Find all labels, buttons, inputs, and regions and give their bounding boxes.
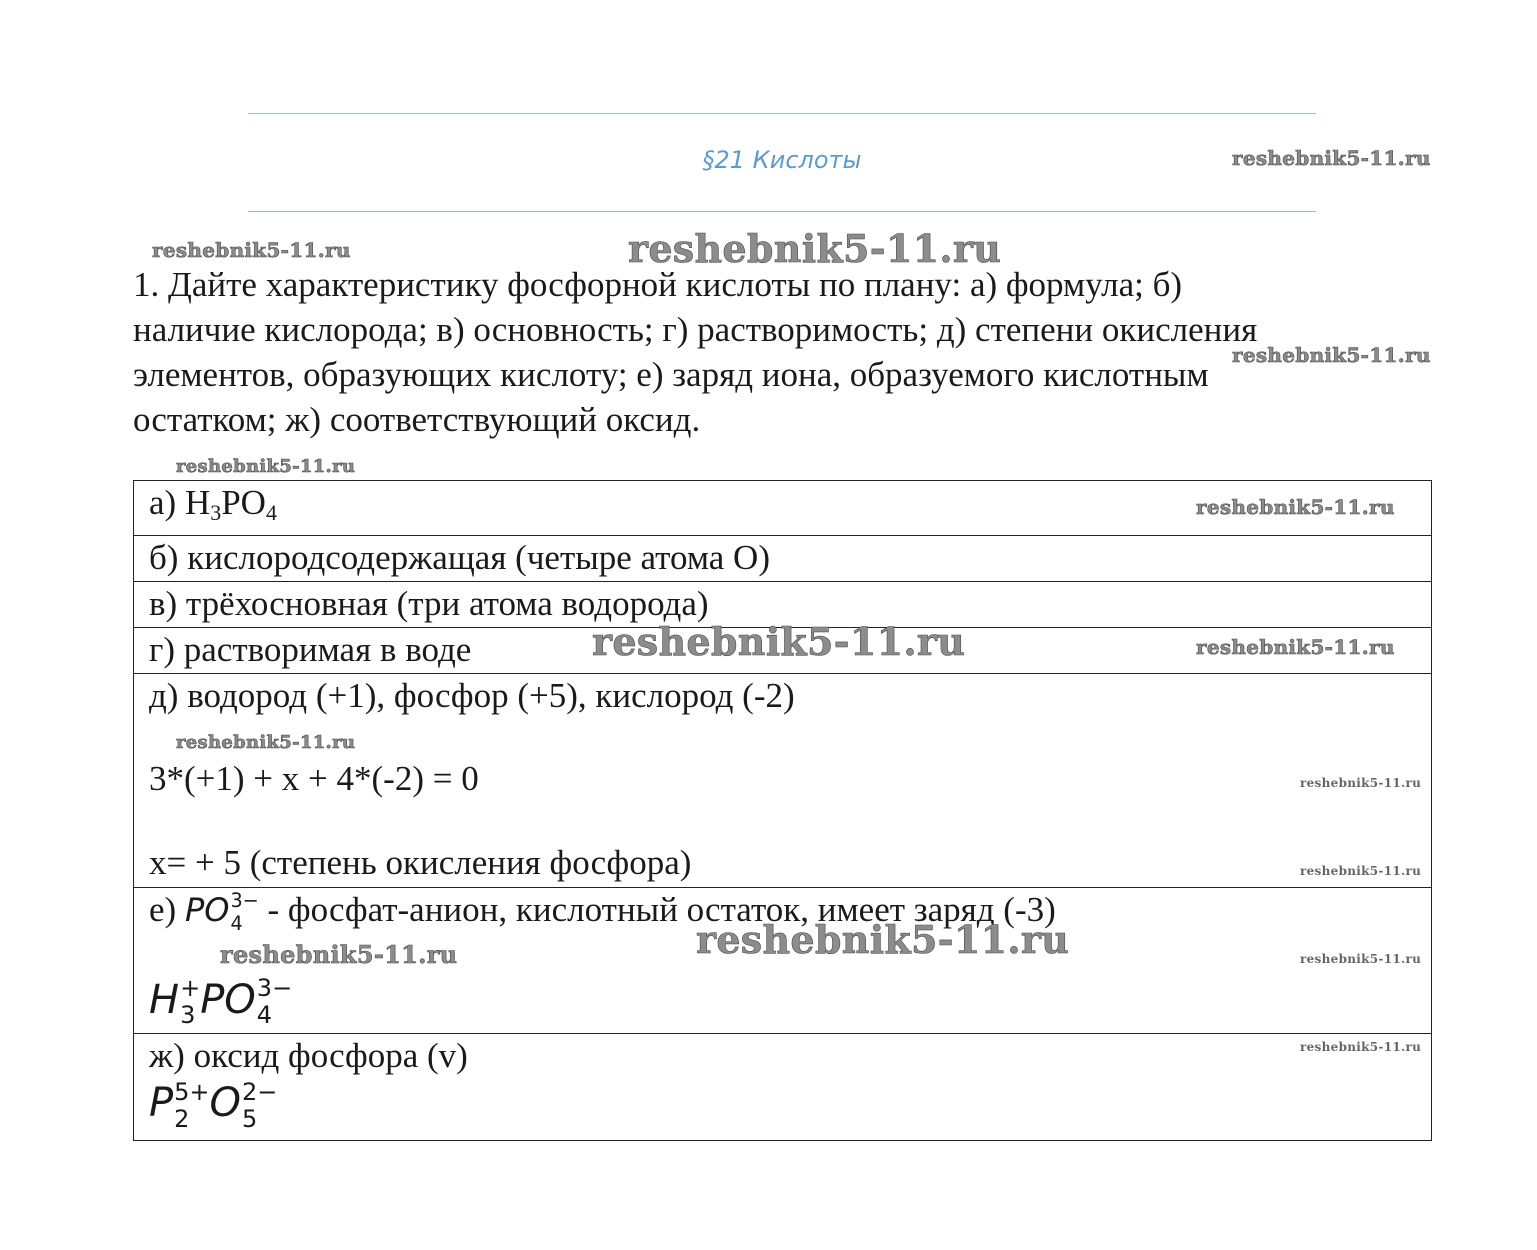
watermark: reshebnik5-11.ru [592, 619, 966, 664]
watermark: reshebnik5-11.ru [628, 226, 1002, 271]
phosphorus-oxide-formula: P 5+ 2 O 2− 5 [149, 1077, 278, 1133]
watermark: reshebnik5-11.ru [1196, 495, 1395, 519]
task-statement [133, 262, 1403, 442]
task-line: 1. Дайте характеристику фосфорной кислоты по плану: а) формула; б) [133, 265, 1183, 304]
section-title: §21 Кислоты [702, 146, 862, 174]
answer-text: д) водород (+1), фосфор (+5), кислород (-2) [149, 676, 795, 715]
watermark: reshebnik5-11.ru [220, 940, 458, 969]
formula-prefix: а) H [149, 483, 211, 522]
phosphate-ion: PO 3− 4 [184, 889, 259, 935]
header-rule-top [248, 113, 1316, 114]
watermark: reshebnik5-11.ru [696, 917, 1070, 962]
phosphoric-acid-formula: H + 3 PO 3− 4 [149, 974, 293, 1030]
watermark: reshebnik5-11.ru [1300, 776, 1422, 790]
answer-text: б) кислородсодержащая (четыре атома О) [149, 538, 770, 577]
watermark: reshebnik5-11.ru [1196, 635, 1395, 659]
task-line: элементов, образующих кислоту; е) заряд иона, образуемого кислотным [133, 355, 1209, 394]
formula-subscript: 3 [210, 500, 222, 525]
answer-row-oxide [134, 1034, 1432, 1141]
watermark: reshebnik5-11.ru [1232, 146, 1431, 170]
watermark: reshebnik5-11.ru [176, 732, 356, 753]
watermark: reshebnik5-11.ru [1232, 343, 1431, 367]
watermark: reshebnik5-11.ru [176, 456, 356, 477]
answer-text: ж) оксид фосфора (v) [149, 1036, 468, 1075]
answer-row-oxygen [134, 536, 1432, 582]
watermark: reshebnik5-11.ru [1300, 1040, 1422, 1054]
watermark: reshebnik5-11.ru [152, 238, 351, 262]
header-rule-bottom [248, 211, 1316, 212]
answer-row-oxidation-states [134, 674, 1432, 888]
watermark: reshebnik5-11.ru [1300, 952, 1422, 966]
answer-text: x= + 5 (степень окисления фосфора) [149, 843, 692, 882]
task-line: остатком; ж) соответствующий оксид. [133, 400, 701, 439]
answer-table [133, 480, 1432, 1141]
task-line: наличие кислорода; в) основность; г) растворимость; д) степени окисления [133, 310, 1258, 349]
watermark: reshebnik5-11.ru [1300, 864, 1422, 878]
formula-mid: PO [221, 483, 266, 522]
equation: 3*(+1) + x + 4*(-2) = 0 [149, 759, 479, 798]
answer-text: - фосфат-анион, кислотный остаток, имеет заряд (-3) [258, 890, 1056, 929]
answer-text: в) трёхосновная (три атома водорода) [149, 584, 709, 623]
answer-text: г) растворимая в воде [149, 630, 472, 669]
answer-prefix: е) [149, 890, 185, 929]
formula-subscript: 4 [265, 500, 277, 525]
